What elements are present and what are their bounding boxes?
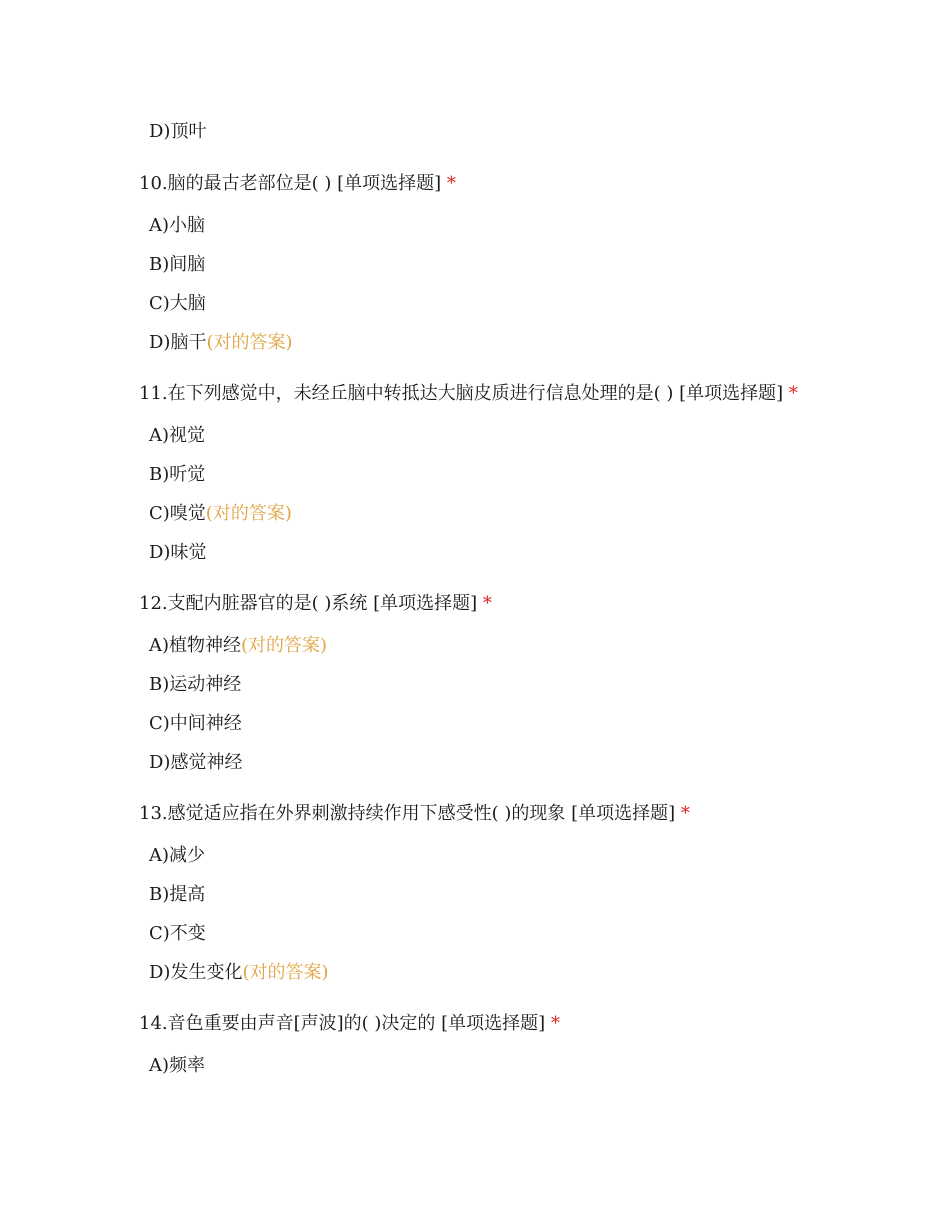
option-line [149,844,205,868]
option-text: A)视觉 [149,425,206,446]
option-line [149,712,242,736]
option-text: D)感觉神经 [149,752,243,773]
option-line [149,883,205,907]
required-marker: * [482,593,492,614]
option-line [149,922,206,946]
option-line [149,463,205,487]
required-marker: * [788,383,798,404]
question-title [139,382,798,406]
option-text: C)大脑 [149,293,206,314]
option-line [149,634,327,658]
option-text: B)间脑 [149,254,206,275]
option-text: A)减少 [149,845,206,866]
question-text: 12.支配内脏器官的是( )系统 [单项选择题] [139,593,478,614]
question-title [139,802,690,826]
option-line [149,541,206,565]
option-text: A)频率 [149,1055,206,1076]
option-line [149,120,206,144]
option-text: B)听觉 [149,464,206,485]
question-text: 14.音色重要由声音[声波]的( )决定的 [单项选择题] [139,1013,546,1034]
option-text: D)发生变化 [149,962,243,983]
option-text: B)提高 [149,884,206,905]
question-text: 10.脑的最古老部位是( ) [单项选择题] [139,173,442,194]
option-text: A)植物神经 [149,635,242,656]
correct-answer-note: (对的答案) [205,503,292,524]
option-text: A)小脑 [149,215,206,236]
option-text: D)顶叶 [149,121,207,142]
option-line [149,292,206,316]
option-line [149,331,293,355]
correct-answer-note: (对的答案) [206,332,293,353]
correct-answer-note: (对的答案) [241,635,328,656]
question-title [139,592,492,616]
option-line [149,424,205,448]
option-line [149,751,242,775]
option-line [149,1054,205,1078]
required-marker: * [550,1013,560,1034]
question-text: 13.感觉适应指在外界刺激持续作用下感受性( )的现象 [单项选择题] [139,803,676,824]
question-title [139,1012,560,1036]
option-text: D)脑干 [149,332,207,353]
required-marker: * [446,173,456,194]
option-text: B)运动神经 [149,674,242,695]
option-text: C)嗅觉 [149,503,206,524]
option-text: C)不变 [149,923,206,944]
option-line [149,253,205,277]
option-line [149,502,292,526]
question-title [139,172,456,196]
option-text: C)中间神经 [149,713,242,734]
required-marker: * [680,803,690,824]
option-line [149,214,205,238]
correct-answer-note: (对的答案) [242,962,329,983]
option-line [149,961,329,985]
option-text: D)味觉 [149,542,207,563]
option-line [149,673,241,697]
question-text: 11.在下列感觉中，未经丘脑中转抵达大脑皮质进行信息处理的是( ) [单项选择题] [139,383,784,404]
